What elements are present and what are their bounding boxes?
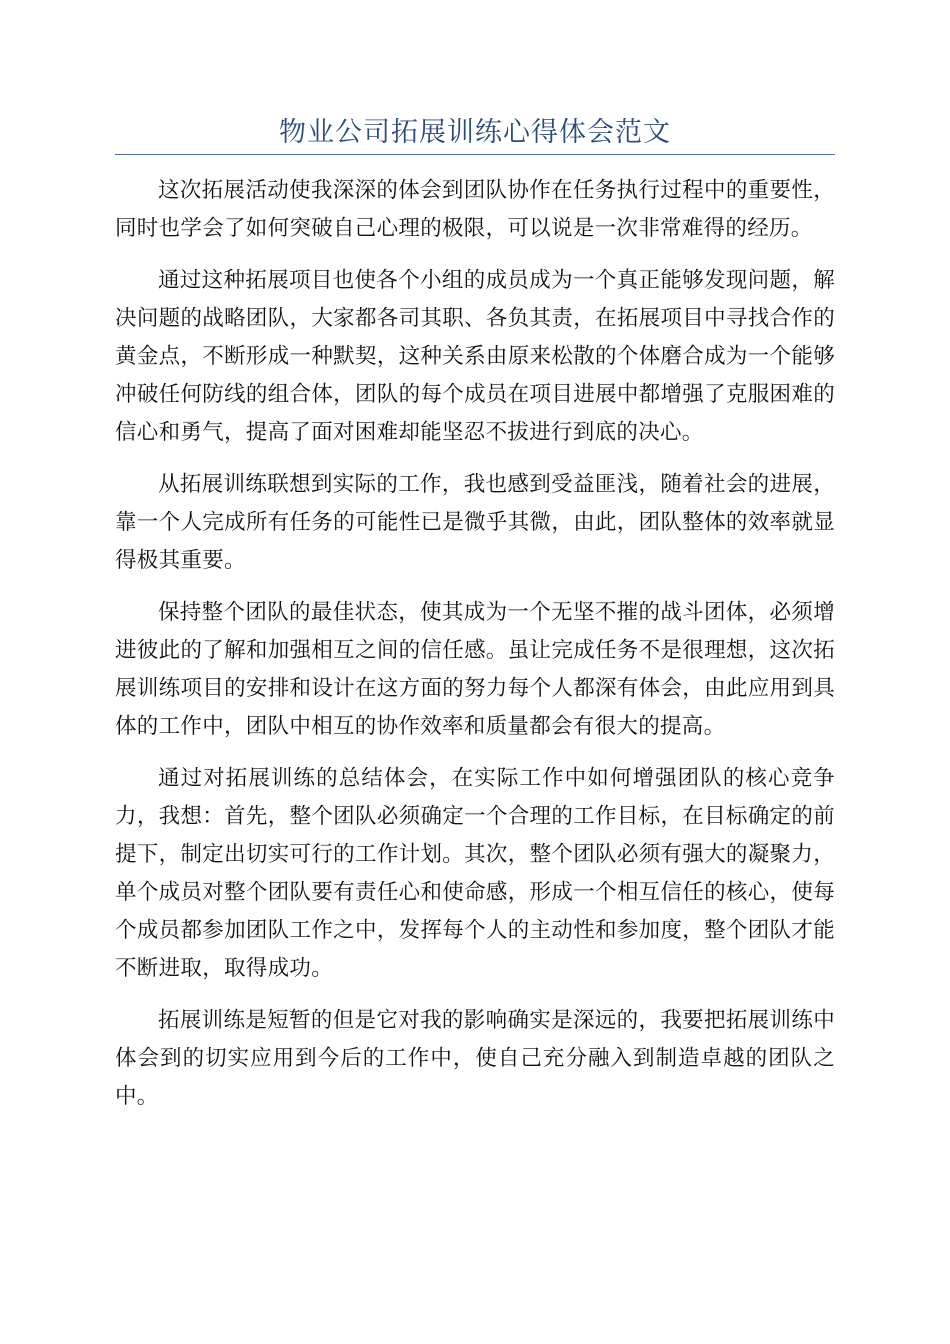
paragraph: 这次拓展活动使我深深的体会到团队协作在任务执行过程中的重要性，同时也学会了如何突破自己心理的极限，可以说是一次非常难得的经历。 [115, 178, 835, 241]
paragraph: 通过对拓展训练的总结体会，在实际工作中如何增强团队的核心竞争力，我想：首先，整个团队必须确定一个合理的工作目标，在目标确定的前提下，制定出切实可行的工作计划。其次，整个团队必须有强大的凝聚力，单个成员对整个团队要有责任心和使命感，形成一个相互信任的核心，使每个成员都参加团队工作之中，发挥每个人的主动性和参加度，整个团队才能不断进取，取得成功。 [115, 766, 835, 981]
title-underline [115, 154, 835, 155]
paragraph: 从拓展训练联想到实际的工作，我也感到受益匪浅，随着社会的进展，靠一个人完成所有任务的可能性已是微乎其微，由此，团队整体的效率就显得极其重要。 [115, 472, 835, 573]
paragraph: 保持整个团队的最佳状态，使其成为一个无坚不摧的战斗团体，必须增进彼此的了解和加强相互之间的信任感。虽让完成任务不是很理想，这次拓展训练项目的安排和设计在这方面的努力每个人都深有体会，由此应用到具体的工作中，团队中相互的协作效率和质量都会有很大的提高。 [115, 600, 835, 739]
paragraph: 拓展训练是短暂的但是它对我的影响确实是深远的，我要把拓展训练中体会到的切实应用到今后的工作中，使自己充分融入到制造卓越的团队之中。 [115, 1008, 835, 1109]
document-body [115, 172, 835, 1130]
document-title: 物业公司拓展训练心得体会范文 [279, 117, 671, 148]
paragraph: 通过这种拓展项目也使各个小组的成员成为一个真正能够发现问题，解决问题的战略团队，大家都各司其职、各负其责，在拓展项目中寻找合作的黄金点，不断形成一种默契，这种关系由原来松散的个体磨合成为一个能够冲破任何防线的组合体，团队的每个成员在项目进展中都增强了克服困难的信心和勇气，提高了面对困难却能坚忍不拔进行到底的决心。 [115, 268, 835, 445]
